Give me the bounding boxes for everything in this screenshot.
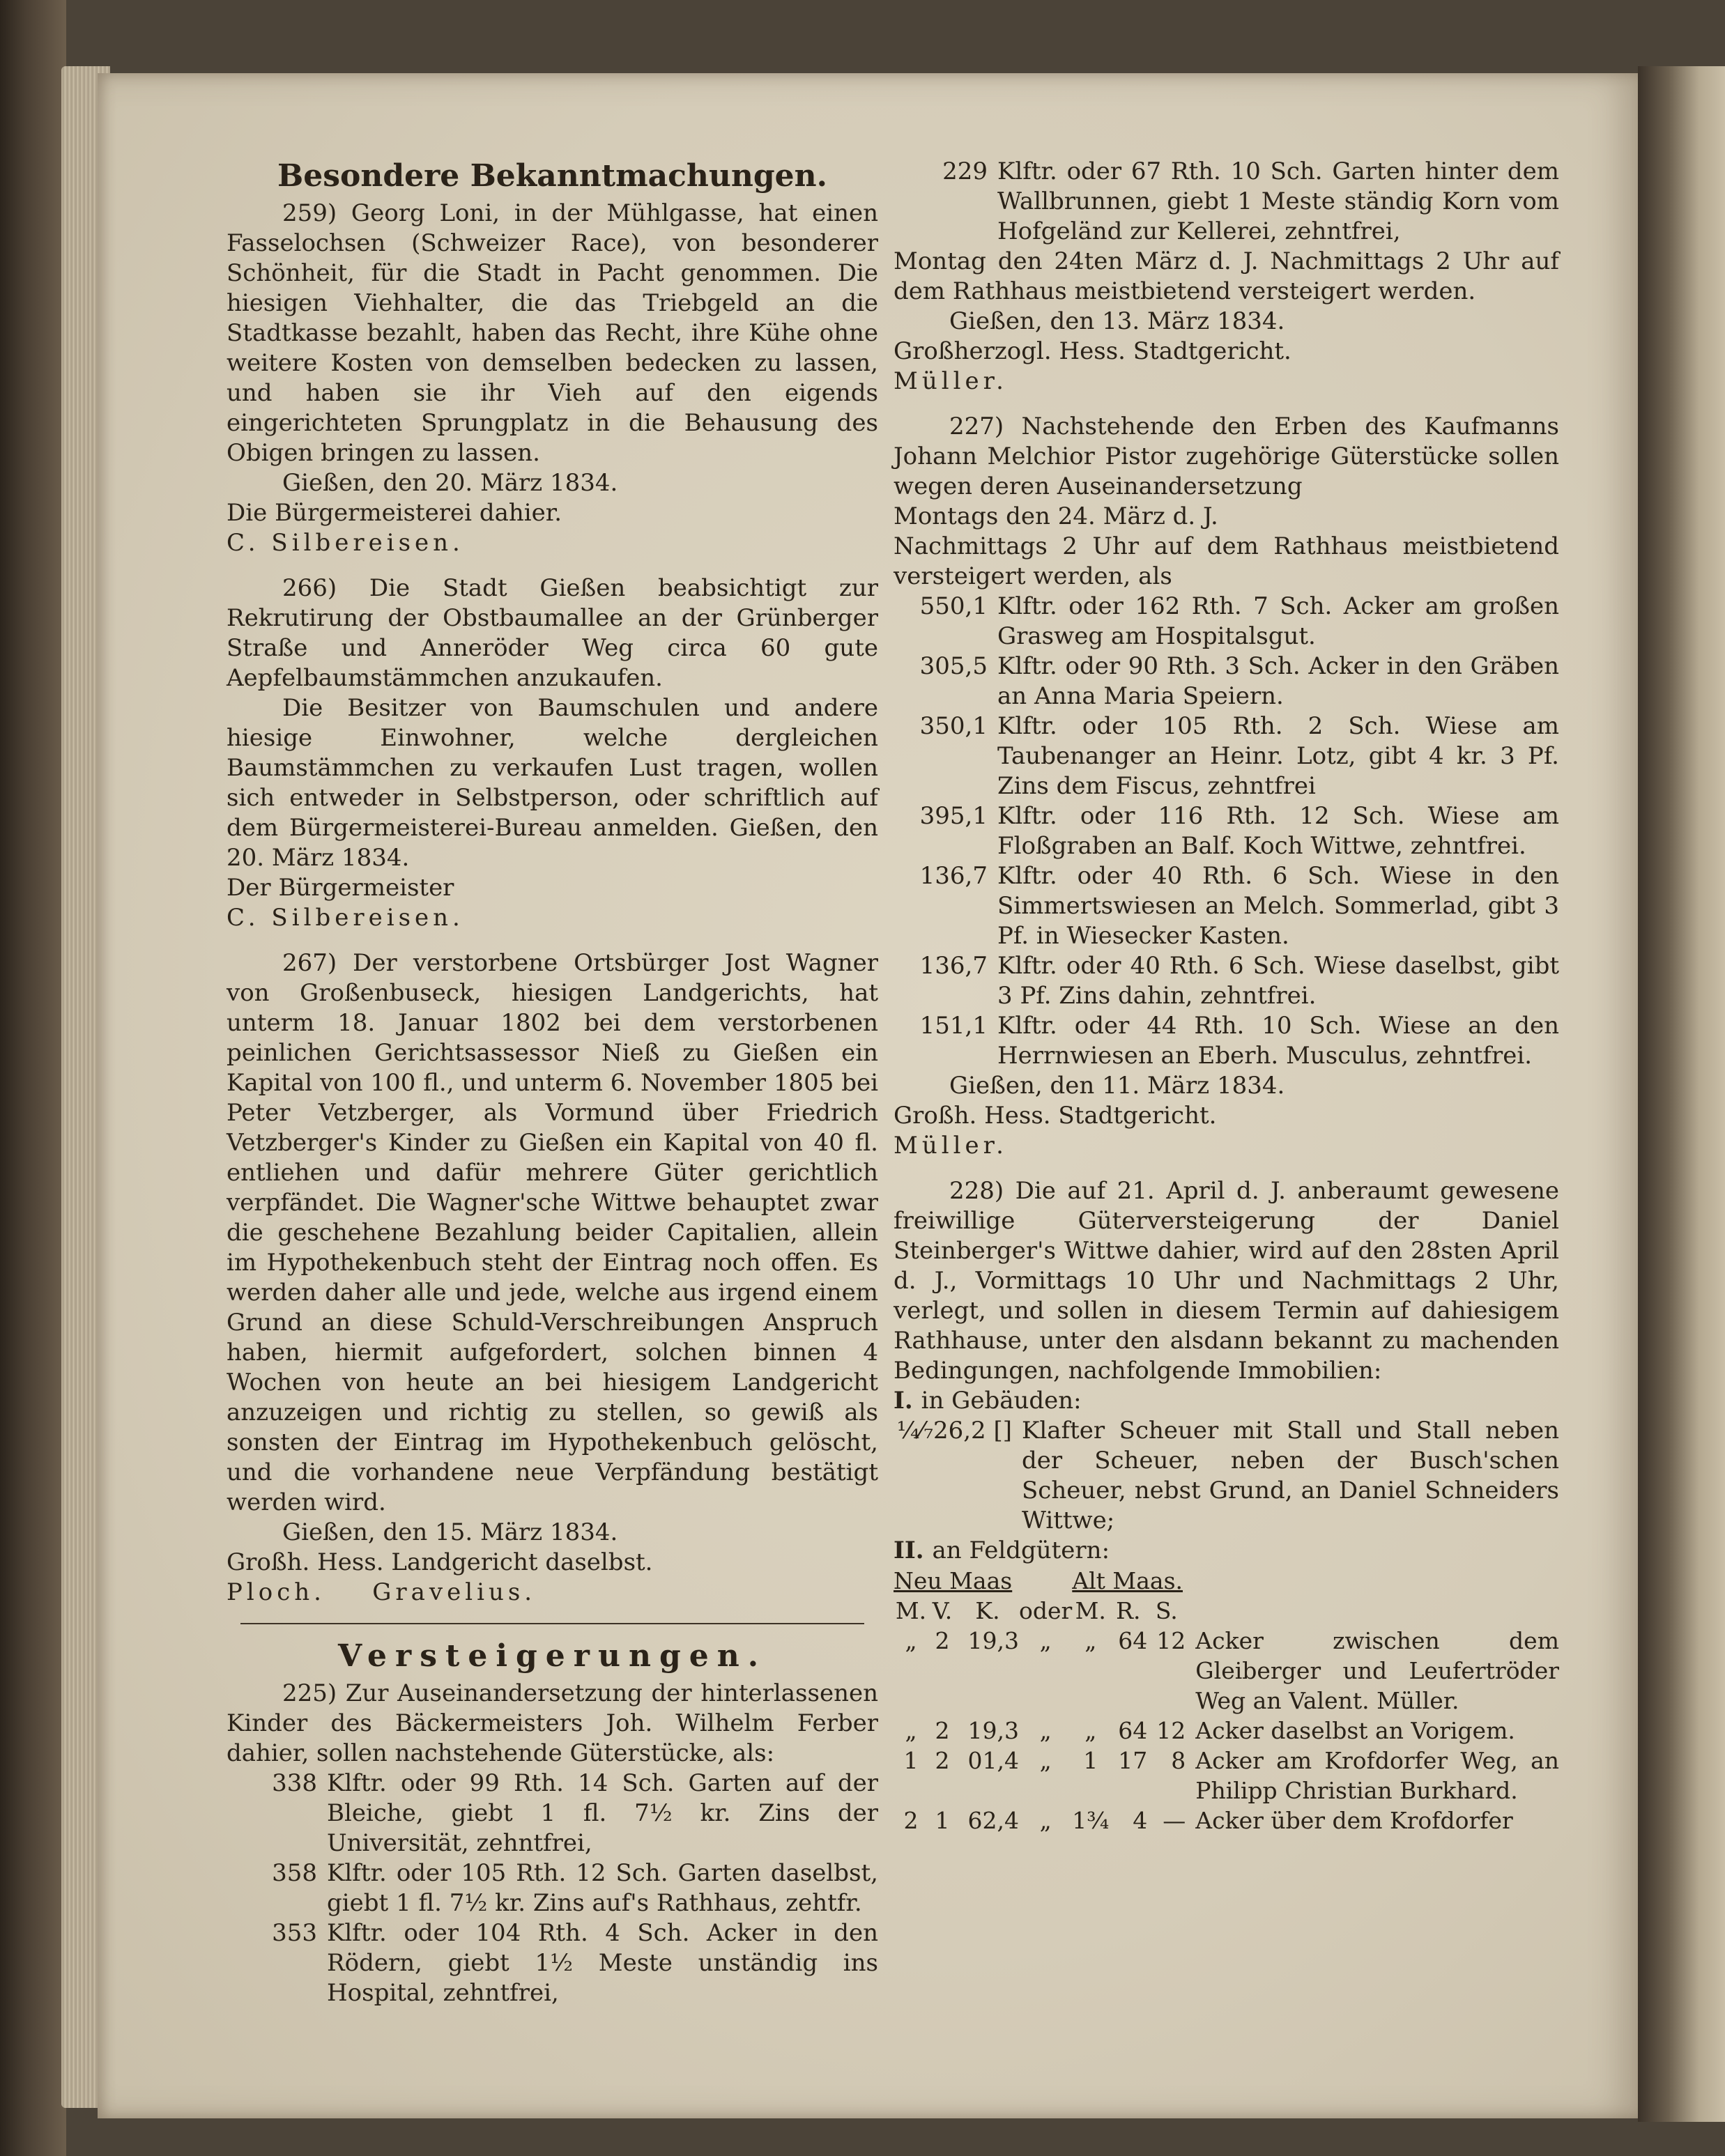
lot-item [227,1918,878,2008]
unit-label: V. [932,1597,953,1624]
table-row [894,1805,1559,1835]
unit-label: M. [895,1597,927,1624]
cell: 2 [935,1717,950,1744]
lot-item [227,1858,878,1918]
lot-item [894,951,1559,1011]
lot-number: 151,1 [919,1012,988,1040]
notice-227-text2: Nachmittags 2 Uhr auf dem Rathhaus meistbietend versteigert werden, als [894,532,1559,590]
lot-text: Klftr. oder 67 Rth. 10 Sch. Garten hinter dem Wallbrunnen, giebt 1 Meste ständig Korn vom Hofgeländ zur Kellerei, zehntfrei, [997,157,1559,245]
section-fields [894,1536,1559,1566]
building-measure: ¼⁄₇26,2 [] [896,1417,1012,1445]
column-header-new-measure: Neu Maas [894,1567,1013,1594]
lot-number: 353 [272,1919,317,1947]
table-row [894,1716,1559,1746]
table-row [894,1746,1559,1805]
notice-267-date: Gießen, den 15. März 1834. [282,1518,618,1546]
cell: 1 [1083,1747,1098,1774]
lot-item [894,652,1559,711]
section-label: an Feldgütern: [932,1537,1110,1564]
lot-number: 305,5 [919,652,988,680]
cell-description: Acker am Krofdorfer Weg, an Philipp Christian Burkhard. [1195,1747,1559,1804]
notice-227-court: Großh. Hess. Stadtgericht. [894,1102,1217,1130]
cell: 19,3 [967,1717,1019,1744]
notice-266-name: C. Silbereisen. [227,904,464,932]
unit-label: S. [1155,1597,1178,1624]
section-heading-announcements: Besondere Bekanntmachungen. [277,158,827,194]
lot-text: Klftr. oder 44 Rth. 10 Sch. Wiese an den Herrnwiesen an Eberh. Musculus, zehntfrei. [997,1012,1559,1070]
notice-227-name: Müller. [894,1132,1008,1160]
lot-text: Klftr. oder 40 Rth. 6 Sch. Wiese daselbst, gibt 3 Pf. Zins dahin, zehntfrei. [997,952,1559,1010]
building-item [894,1416,1559,1536]
unit-label: R. [1116,1597,1141,1624]
notice-259-name: C. Silbereisen. [227,529,464,557]
lot-text: Klftr. oder 40 Rth. 6 Sch. Wiese in den Simmertswiesen an Melch. Sommerlad, gibt 3 Pf. in Wiesecker Kasten. [997,862,1559,950]
section-label: in Gebäuden: [921,1387,1082,1415]
cell: 64 [1118,1717,1148,1744]
lot-number: 550,1 [919,592,988,620]
cell: „ [905,1627,917,1654]
table-row [894,1626,1559,1716]
notice-225-name: Müller. [894,367,1008,395]
cell: „ [1084,1717,1097,1744]
notice-225-text: 225) Zur Auseinandersetzung der hinterlassenen Kinder des Bäckermeisters Joh. Wilhelm Ferber dahier, sollen nachstehende Güterstücke, als: [227,1679,878,1767]
cell: „ [1039,1627,1052,1654]
cell: 19,3 [967,1627,1019,1654]
lot-text: Klftr. oder 162 Rth. 7 Sch. Acker am großen Grasweg am Hospitalsgut. [997,592,1559,650]
cell: 4 [1133,1807,1148,1834]
lot-number: 338 [272,1769,317,1797]
lot-item [894,711,1559,801]
lot-text: Klftr. oder 104 Rth. 4 Sch. Acker in den Rödern, giebt 1½ Meste unständig ins Hospital, zehntfrei, [327,1919,878,2007]
notice-227-when: Montags den 24. März d. J. [894,502,1218,530]
notice-259-date: Gießen, den 20. März 1834. [282,469,618,497]
lot-item [894,157,1559,247]
cell: 1 [903,1747,919,1774]
cell: 1¾ [1072,1807,1110,1834]
cell: „ [1039,1717,1052,1744]
lot-item [894,1011,1559,1071]
cell: 62,4 [967,1807,1019,1834]
book-gutter [1638,66,1725,2122]
cell: 1 [935,1807,950,1834]
lot-item [894,861,1559,951]
lot-number: 358 [272,1859,317,1887]
notice-267-court: Großh. Hess. Landgericht daselbst. [227,1548,653,1576]
unit-label: oder [1019,1597,1073,1624]
cell: 2 [903,1807,919,1834]
lot-text: Klftr. oder 99 Rth. 14 Sch. Garten auf der Bleiche, giebt 1 fl. 7½ kr. Zins der Universität, zehntfrei, [327,1769,878,1857]
lot-number: 395,1 [919,802,988,830]
cell: — [1163,1807,1186,1834]
table-header-row [894,1566,1559,1596]
section-number: II. [894,1537,924,1564]
lot-item [227,1769,878,1858]
notice-267-text: 267) Der verstorbene Ortsbürger Jost Wagner von Großenbuseck, hiesigen Landgerichts, hat unterm 18. Januar 1802 bei dem verstorbenen peinlichen Gerichtsassessor Nieß zu Gießen ein Kapital von 100 fl., und unterm 6. November 1805 bei Peter Vetzberger, als Vormund über Friedrich Vetzberger's Kinder zu Gießen ein Kapital von 40 fl. entliehen und dafür mehrere Güter gerichtlich verpfändet. Die Wagner'sche Wittwe behauptet zwar die geschehene Bezahlung beider Capitalien, allein im Hypothekenbuch steht der Eintrag noch offen. Es werden daher alle und jede, welche aus irgend einem Grund an diese Schuld-Verschreibungen Anspruch haben, hiermit aufgefordert, solchen binnen 4 Wochen von heute an bei hiesigem Landgericht anzuzeigen und richtig zu stellen, so gewiß als sonsten der Eintrag im Hypothekenbuch gelöscht, und die vorhandene neue Verpfändung bestätigt werden wird. [227,949,878,1516]
notice-266-text: 266) Die Stadt Gießen beabsichtigt zur Rekrutirung der Obstbaumallee an der Grünberger Straße und Anneröder Weg circa 60 gute Aepfelbaumstämmchen anzukaufen. [227,574,878,692]
notice-266-signer: Der Bürgermeister [227,874,454,902]
lot-text: Klftr. oder 116 Rth. 12 Sch. Wiese am Floßgraben an Balf. Koch Wittwe, zehntfrei. [997,802,1559,860]
section-heading-auctions: Versteigerungen. [337,1638,767,1674]
notice-225-court: Großherzogl. Hess. Stadtgericht. [894,337,1291,365]
unit-label: K. [975,1597,1000,1624]
notice-259-text: 259) Georg Loni, in der Mühlgasse, hat einen Fasselochsen (Schweizer Race), von besonderer Schönheit, für die Stadt in Pacht genommen. Die hiesigen Viehhalter, die das Triebgeld an die Stadtkasse bezahlt, haben das Recht, ihre Kühe ohne weitere Kosten von demselben bedecken zu lassen, und haben sie ihr Vieh auf den eigends eingerichteten Sprungplatz in die Behausung des Obigen bringen zu lassen. [227,199,878,467]
lot-item [894,592,1559,652]
cell: 17 [1118,1747,1148,1774]
lot-number: 229 [942,157,988,185]
notice-227-text: 227) Nachstehende den Erben des Kaufmanns Johann Melchior Pistor zugehörige Güterstücke sollen wegen deren Auseinandersetzung [894,413,1559,500]
section-buildings [894,1386,1559,1416]
notice-228-text: 228) Die auf 21. April d. J. anberaumt gewesene freiwillige Güterversteigerung der Daniel Steinberger's Wittwe dahier, wird auf den 28sten April d. J., Vormittags 10 Uhr und Nachmittags 2 Uhr, verlegt, und sollen in diesem Termin auf dahiesigem Rathhause, unter den alsdann bekannt zu machenden Bedingungen, nachfolgende Immobilien: [894,1177,1559,1385]
cell: 2 [935,1747,950,1774]
cell: „ [905,1717,917,1744]
notice-227-date: Gießen, den 11. März 1834. [949,1072,1285,1100]
notice-259-signer: Die Bürgermeisterei dahier. [227,499,562,527]
lot-text: Klftr. oder 105 Rth. 2 Sch. Wiese am Taubenanger an Heinr. Lotz, gibt 4 kr. 3 Pf. Zins dem Fiscus, zehntfrei [997,712,1559,800]
cell: 64 [1118,1627,1148,1654]
section-divider [240,1623,864,1624]
building-text: Klafter Scheuer mit Stall und Stall neben der Scheuer, neben der Busch'schen Scheuer, nebst Grund, an Daniel Schneiders Wittwe; [1022,1417,1559,1534]
right-column [894,157,1559,1835]
lot-number: 136,7 [919,862,988,890]
cell: 2 [935,1627,950,1654]
book-left-edge [0,0,66,2156]
lot-text: Klftr. oder 90 Rth. 3 Sch. Acker in den Gräben an Anna Maria Speiern. [997,652,1559,710]
column-header-old-measure: Alt Maas. [1072,1567,1183,1594]
cell-description: Acker über dem Krofdorfer [1195,1807,1513,1834]
lot-number: 350,1 [919,712,988,740]
cell-description: Acker daselbst an Vorigem. [1195,1717,1515,1744]
notice-225-continuation: Montag den 24ten März d. J. Nachmittags 2 Uhr auf dem Rathhaus meistbietend versteigert werden. [894,247,1559,305]
section-number: I. [894,1387,913,1415]
cell: 12 [1156,1627,1186,1654]
cell: „ [1039,1807,1052,1834]
left-column [227,157,878,2008]
unit-label: M. [1075,1597,1106,1624]
cell: „ [1084,1627,1097,1654]
lot-text: Klftr. oder 105 Rth. 12 Sch. Garten daselbst, giebt 1 fl. 7½ kr. Zins auf's Rathhaus, zehtfr. [327,1859,878,1917]
table-units-row [894,1596,1559,1626]
cell: 12 [1156,1717,1186,1744]
cell-description: Acker zwischen dem Gleiberger und Leufertröder Weg an Valent. Müller. [1195,1627,1559,1714]
field-measure-table [894,1566,1559,1835]
notice-267-names: Ploch. Gravelius. [227,1578,537,1606]
cell: 8 [1171,1747,1186,1774]
cell: 01,4 [967,1747,1019,1774]
lot-item [894,801,1559,861]
notice-225-date: Gießen, den 13. März 1834. [949,307,1285,335]
cell: „ [1039,1747,1052,1774]
notice-266-text2: Die Besitzer von Baumschulen und andere hiesige Einwohner, welche dergleichen Baumstämmchen zu verkaufen Lust tragen, wollen sich entweder in Selbstperson, oder schriftlich auf dem Bürgermeisterei-Bureau anmelden. Gießen, den 20. März 1834. [227,694,878,872]
lot-number: 136,7 [919,952,988,980]
